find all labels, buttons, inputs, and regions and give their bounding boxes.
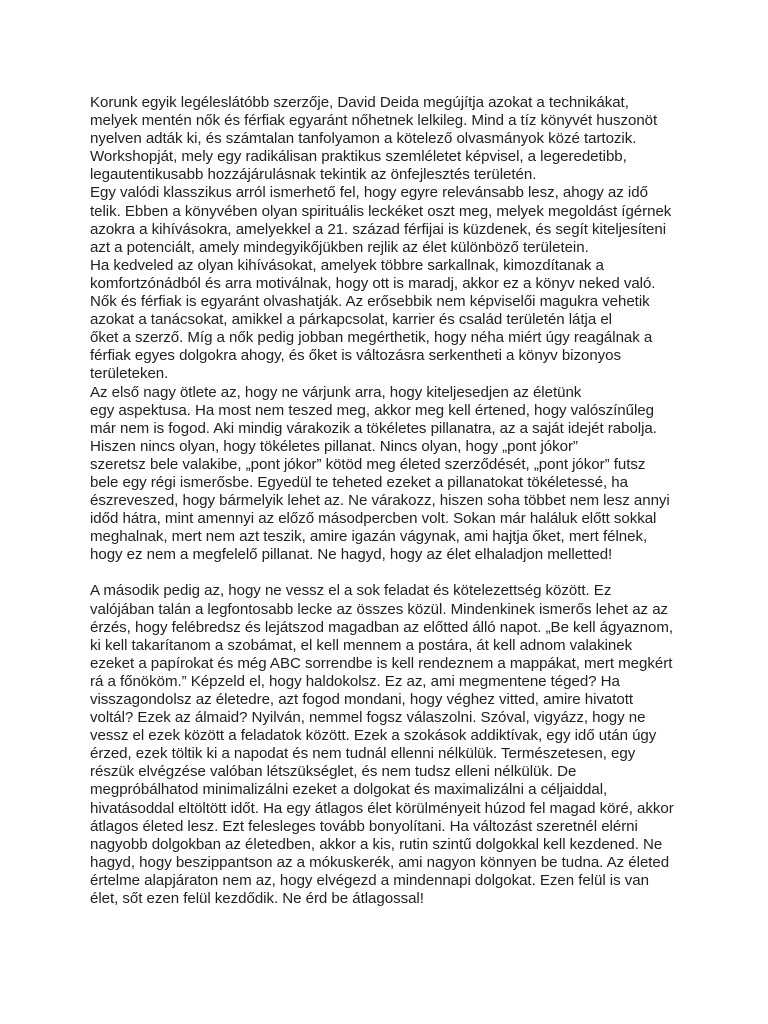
text-line: ezeket a papírokat és még ABC sorrendbe is kell rendeznem a mappákat, mert megkért [90, 654, 673, 672]
paragraph-intro-and-first-idea [90, 94, 690, 564]
text-line: hagyd, hogy beszippantson az a mókuskerék, ami nagyon könnyen be tudna. Az életed [90, 853, 670, 871]
text-line: melyek mentén nők és férfiak egyaránt nőhetnek lelkileg. Mind a tíz könyvét huszonöt [90, 112, 658, 130]
text-line: bele egy régi ismerősbe. Egyedül te teheted ezeket a pillanatokat tökéletessé, ha [90, 473, 628, 491]
text-line: meghalnak, mert nem azt teszik, amire igazán vágynak, ami hajtja őket, mert félnek, [90, 528, 648, 546]
text-line: telik. Ebben a könyvében olyan spirituális leckéket oszt meg, melyek megoldást ígérnek [90, 202, 672, 220]
text-line: észreveszed, hogy bármelyik lehet az. Ne várakozz, hiszen soha többet nem lesz annyi [90, 492, 670, 510]
text-line: nyelven adták ki, és számtalan tanfolyamon a kötelező olvasmányok közé tartozik. [90, 130, 637, 148]
text-line: Egy valódi klasszikus arról ismerhető fel, hogy egyre relevánsabb lesz, ahogy az idő [90, 184, 648, 202]
text-line: komfortzónádból és arra motiválnak, hogy ott is maradj, akkor ez a könyv neked való. [90, 274, 656, 292]
text-line: azokat a tanácsokat, amikkel a párkapcsolat, karrier és család területén látja el [90, 311, 612, 329]
text-line: valójában talán a legfontosabb lecke az összes közül. Mindenkinek ismerős lehet az az [90, 600, 669, 618]
text-line: részük elvégzése valóban létszükséglet, és nem tudsz elleni nélkülük. De [90, 763, 577, 781]
document-body [90, 94, 690, 908]
text-line: vessz el ezek között a feladatok között. Ezek a szokások addiktívak, egy idő után úgy [90, 727, 657, 745]
text-line: rá a főnököm.” Képzeld el, hogy haldokolsz. Ez az, ami megmentene téged? Ha [90, 672, 620, 690]
text-line: azt a potenciált, amely mindegyikőjükben rejlik az élet különböző területein. [90, 238, 589, 256]
text-line: megpróbálhatod minimalizálni ezeket a dolgokat és maximalizálni a céljaiddal, [90, 781, 608, 799]
text-line: Nők és férfiak is egyaránt olvashatják. Az erősebbik nem képviselői magukra vehetik [90, 293, 650, 311]
text-line: szeretsz bele valakibe, „pont jókor” kötöd meg életed szerződését, „pont jókor” futsz [90, 455, 646, 473]
text-line: már nem is fogod. Aki mindig várakozik a tökéletes pillanatra, az a saját idejét rabolja. [90, 419, 657, 437]
text-line: egy aspektusa. Ha most nem teszed meg, akkor meg kell értened, hogy valószínűleg [90, 401, 654, 419]
text-line: nagyobb dolgokban az életedben, akkor a kis, rutin szintű dolgokkal kell kezdened. Ne [90, 835, 663, 853]
text-line: érzés, hogy felébredsz és lejátszod magadban az előtted álló napot. „Be kell ágyaznom, [90, 618, 674, 636]
text-line: területeken. [90, 365, 169, 383]
text-line: legautentikusabb hozzájárulásnak tekintik az önfejlesztés területén. [90, 166, 537, 184]
text-line: Workshopját, mely egy radikálisan praktikus szemléletet képvisel, a legeredetibb, [90, 148, 627, 166]
text-line: értelme alapjáraton nem az, hogy elvégezd a mindennapi dolgokat. Ezen felül is van [90, 871, 649, 889]
text-line: időd hátra, mint amennyi az előző másodpercben volt. Sokan már haláluk előtt sokkal [90, 510, 657, 528]
text-line: ki kell takarítanom a szobámat, el kell mennem a postára, át kell adnom valakinek [90, 636, 633, 654]
text-line: voltál? Ezek az álmaid? Nyilván, nemmel fogsz válaszolni. Szóval, vigyázz, hogy ne [90, 709, 646, 727]
text-line: A második pedig az, hogy ne vessz el a sok feladat és kötelezettség között. Ez [90, 582, 612, 600]
text-line: hogy ez nem a megfelelő pillanat. Ne hagyd, hogy az élet elhaladjon melletted! [90, 546, 613, 564]
text-line: Az első nagy ötlete az, hogy ne várjunk arra, hogy kiteljesedjen az életünk [90, 383, 582, 401]
text-line: Ha kedveled az olyan kihívásokat, amelyek többre sarkallnak, kimozdítanak a [90, 256, 604, 274]
text-line: férfiak egyes dolgokra ahogy, és őket is változásra serkentheti a könyv bizonyos [90, 347, 621, 365]
text-line: hivatásoddal eltöltött időt. Ha egy átlagos élet körülményeit húzod fel magad köré, akkor [90, 799, 674, 817]
paragraph-second-idea [90, 582, 690, 908]
text-line: élet, sőt ezen felül kezdődik. Ne érd be átlagossal! [90, 890, 424, 908]
text-line: érzed, ezek töltik ki a napodat és nem tudnál ellenni nélkülük. Természetesen, egy [90, 745, 636, 763]
text-line: Hiszen nincs olyan, hogy tökéletes pillanat. Nincs olyan, hogy „pont jókor” [90, 437, 578, 455]
paragraph-gap [90, 564, 690, 582]
text-line: azokra a kihívásokra, amelyekkel a 21. század férfijai is küzdenek, és segít kiteljesíteni [90, 220, 667, 238]
text-line: őket a szerző. Míg a nők pedig jobban megérthetik, hogy néha miért úgy reagálnak a [90, 329, 653, 347]
text-line: Korunk egyik legéleslátóbb szerzője, David Deida megújítja azokat a technikákat, [90, 94, 629, 111]
text-line: visszagondolsz az életedre, azt fogod mondani, hogy véghez vitted, amire hivatott [90, 691, 633, 708]
text-line: átlagos életed lesz. Ezt felesleges tovább bonyolítani. Ha változást szeretnél elérni [90, 817, 638, 835]
